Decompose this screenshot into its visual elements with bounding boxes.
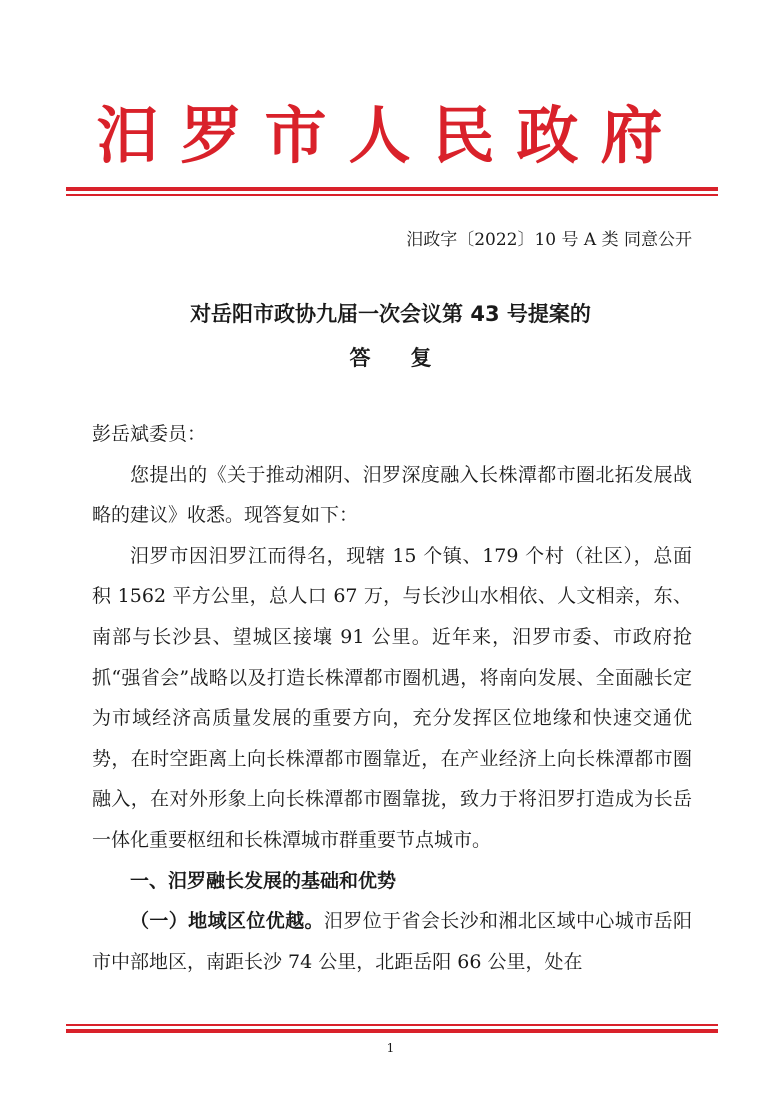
paragraph-overview: 汨罗市因汨罗江而得名，现辖 15 个镇、179 个村（社区），总面积 1562 平方公里，总人口 67 万，与长沙山水相依、人文相亲，东、南部与长沙县、望城区接壤 91 公里。近年来，汨罗市委、市政府抢抓“强省会”战略以及打造长株潭都市圈机遇，将南向发展、全面融长定为市域经济高质量发展的重要方向，充分发挥区位地缘和快速交通优势，在时空距离上向长株潭都市圈靠近，在产业经济上向长株潭都市圈融入，在对外形象上向长株潭都市圈靠拢，致力于将汨罗打造成为长岳一体化重要枢纽和长株潭城市群重要节点城市。 [92,544,692,851]
subsection-text: 汨罗位于省会长沙和湘北区域中心城市岳阳市中部地区，南距长沙 74 公里，北距岳阳 66 公里，处在 [92,910,692,973]
page-number: 1 [386,1041,395,1055]
document-number: 汨政字〔2022〕10 号 A 类 同意公开 [406,230,692,250]
paragraph-location [92,901,692,982]
masthead-rule-thin [66,194,718,196]
document-title: 对岳阳市政协九届一次会议第 43 号提案的 [190,302,591,326]
masthead: 汨罗市人民政府 [96,99,685,172]
paragraph-intro: 您提出的《关于推动湘阴、汨罗深度融入长株潭都市圈北拓发展战略的建议》收悉。现答复如下： [92,463,692,527]
subsection-lead: （一）地域区位优越。 [130,910,324,933]
footer-rule-thick [66,1029,718,1033]
document-body [92,414,692,982]
salutation: 彭岳斌委员： [92,423,207,445]
section-heading: 一、汨罗融长发展的基础和优势 [130,869,397,892]
masthead-rule-thick [66,187,718,191]
footer-rule-thin [66,1024,718,1026]
document-title-reply: 答复 [349,346,472,370]
